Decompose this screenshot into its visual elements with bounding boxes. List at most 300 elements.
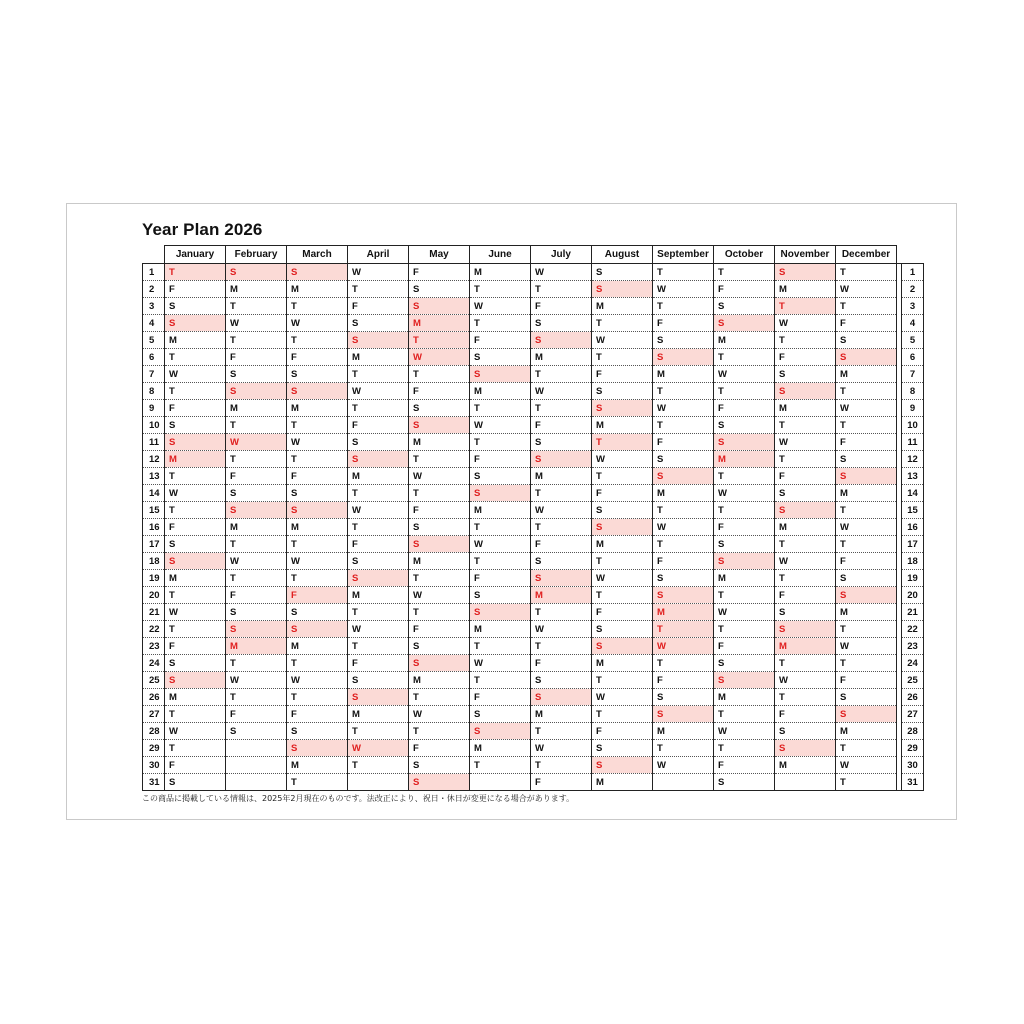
day-row: [143, 281, 924, 298]
day-number-right: 6: [902, 349, 924, 366]
weekday-cell-december: W: [836, 638, 897, 655]
weekday-cell-june: S: [470, 587, 531, 604]
weekday-cell-december: S: [836, 332, 897, 349]
weekday-cell-january: T: [165, 621, 226, 638]
weekday-cell-september: T: [653, 621, 714, 638]
weekday-cell-may: T: [409, 570, 470, 587]
weekday-cell-april: T: [348, 400, 409, 417]
weekday-cell-november: T: [775, 689, 836, 706]
weekday-cell-february: T: [226, 332, 287, 349]
day-number-left: 8: [143, 383, 165, 400]
weekday-cell-october: F: [714, 281, 775, 298]
weekday-cell-march: M: [287, 281, 348, 298]
weekday-cell-october: F: [714, 757, 775, 774]
weekday-cell-september: W: [653, 281, 714, 298]
weekday-cell-october: W: [714, 604, 775, 621]
weekday-cell-march: T: [287, 451, 348, 468]
weekday-cell-may: W: [409, 706, 470, 723]
day-number-right: 28: [902, 723, 924, 740]
weekday-cell-june: M: [470, 264, 531, 281]
weekday-cell-may: S: [409, 655, 470, 672]
weekday-cell-february: S: [226, 485, 287, 502]
weekday-cell-november: W: [775, 672, 836, 689]
day-number-left: 2: [143, 281, 165, 298]
month-header-august: August: [592, 246, 653, 264]
weekday-cell-december: S: [836, 451, 897, 468]
weekday-cell-august: M: [592, 298, 653, 315]
weekday-cell-june: S: [470, 604, 531, 621]
weekday-cell-december: T: [836, 621, 897, 638]
weekday-cell-march: S: [287, 264, 348, 281]
day-number-left: 16: [143, 519, 165, 536]
weekday-cell-november: T: [775, 332, 836, 349]
weekday-cell-february: T: [226, 298, 287, 315]
weekday-cell-july: S: [531, 570, 592, 587]
weekday-cell-june: M: [470, 383, 531, 400]
weekday-cell-october: M: [714, 689, 775, 706]
day-row: [143, 655, 924, 672]
weekday-cell-july: T: [531, 604, 592, 621]
day-number-left: 1: [143, 264, 165, 281]
weekday-cell-april: W: [348, 740, 409, 757]
weekday-cell-october: T: [714, 468, 775, 485]
day-number-right: 7: [902, 366, 924, 383]
day-row: [143, 298, 924, 315]
weekday-cell-march: S: [287, 604, 348, 621]
day-number-right: 26: [902, 689, 924, 706]
weekday-cell-september: [653, 774, 714, 791]
weekday-cell-september: W: [653, 638, 714, 655]
weekday-cell-january: S: [165, 774, 226, 791]
weekday-cell-december: F: [836, 672, 897, 689]
weekday-cell-august: T: [592, 349, 653, 366]
weekday-cell-september: T: [653, 264, 714, 281]
weekday-cell-april: S: [348, 332, 409, 349]
weekday-cell-december: S: [836, 570, 897, 587]
day-number-left: 4: [143, 315, 165, 332]
weekday-cell-april: S: [348, 451, 409, 468]
weekday-cell-june: T: [470, 672, 531, 689]
weekday-cell-february: M: [226, 519, 287, 536]
weekday-cell-february: [226, 740, 287, 757]
day-number-left: 23: [143, 638, 165, 655]
weekday-cell-july: S: [531, 451, 592, 468]
weekday-cell-june: [470, 774, 531, 791]
weekday-cell-august: T: [592, 315, 653, 332]
weekday-cell-november: S: [775, 723, 836, 740]
weekday-cell-may: T: [409, 689, 470, 706]
day-number-left: 25: [143, 672, 165, 689]
weekday-cell-november: [775, 774, 836, 791]
weekday-cell-july: T: [531, 400, 592, 417]
day-number-left: 29: [143, 740, 165, 757]
weekday-cell-december: S: [836, 689, 897, 706]
weekday-cell-august: W: [592, 332, 653, 349]
month-header-june: June: [470, 246, 531, 264]
day-row: [143, 315, 924, 332]
day-number-left: 14: [143, 485, 165, 502]
day-row: [143, 400, 924, 417]
weekday-cell-july: W: [531, 502, 592, 519]
weekday-cell-december: W: [836, 519, 897, 536]
day-row: [143, 672, 924, 689]
weekday-cell-march: T: [287, 536, 348, 553]
weekday-cell-july: W: [531, 740, 592, 757]
weekday-cell-july: S: [531, 332, 592, 349]
weekday-cell-june: M: [470, 740, 531, 757]
weekday-cell-january: T: [165, 706, 226, 723]
weekday-cell-october: S: [714, 774, 775, 791]
weekday-cell-december: S: [836, 587, 897, 604]
month-header-may: May: [409, 246, 470, 264]
weekday-cell-september: F: [653, 315, 714, 332]
weekday-cell-may: S: [409, 519, 470, 536]
weekday-cell-may: M: [409, 315, 470, 332]
weekday-cell-may: S: [409, 400, 470, 417]
weekday-cell-april: T: [348, 281, 409, 298]
day-row: [143, 757, 924, 774]
weekday-cell-december: W: [836, 757, 897, 774]
weekday-cell-november: F: [775, 706, 836, 723]
weekday-cell-october: S: [714, 434, 775, 451]
weekday-cell-january: S: [165, 434, 226, 451]
weekday-cell-june: S: [470, 366, 531, 383]
weekday-cell-december: M: [836, 604, 897, 621]
weekday-cell-september: T: [653, 536, 714, 553]
weekday-cell-march: T: [287, 332, 348, 349]
weekday-cell-november: T: [775, 536, 836, 553]
weekday-cell-may: F: [409, 502, 470, 519]
weekday-cell-august: S: [592, 519, 653, 536]
weekday-cell-august: M: [592, 655, 653, 672]
weekday-cell-june: W: [470, 536, 531, 553]
day-number-right: 24: [902, 655, 924, 672]
weekday-cell-december: T: [836, 536, 897, 553]
weekday-cell-july: F: [531, 655, 592, 672]
weekday-cell-june: T: [470, 400, 531, 417]
weekday-cell-november: W: [775, 553, 836, 570]
weekday-cell-february: T: [226, 417, 287, 434]
weekday-cell-june: T: [470, 315, 531, 332]
weekday-cell-july: T: [531, 757, 592, 774]
day-row: [143, 417, 924, 434]
weekday-cell-march: F: [287, 468, 348, 485]
weekday-cell-december: T: [836, 655, 897, 672]
day-number-left: 15: [143, 502, 165, 519]
day-row: [143, 485, 924, 502]
weekday-cell-june: W: [470, 298, 531, 315]
weekday-cell-december: F: [836, 434, 897, 451]
weekday-cell-march: W: [287, 553, 348, 570]
weekday-cell-october: S: [714, 672, 775, 689]
weekday-cell-april: S: [348, 315, 409, 332]
weekday-cell-august: F: [592, 604, 653, 621]
day-number-right: 22: [902, 621, 924, 638]
day-row: [143, 434, 924, 451]
weekday-cell-august: F: [592, 366, 653, 383]
weekday-cell-june: F: [470, 689, 531, 706]
weekday-cell-august: S: [592, 281, 653, 298]
weekday-cell-september: W: [653, 757, 714, 774]
weekday-cell-june: T: [470, 519, 531, 536]
weekday-cell-january: F: [165, 757, 226, 774]
year-plan-table: [142, 245, 924, 791]
weekday-cell-june: T: [470, 757, 531, 774]
weekday-cell-august: W: [592, 451, 653, 468]
month-header-july: July: [531, 246, 592, 264]
weekday-cell-may: S: [409, 774, 470, 791]
weekday-cell-july: T: [531, 638, 592, 655]
weekday-cell-february: M: [226, 281, 287, 298]
weekday-cell-august: T: [592, 553, 653, 570]
weekday-cell-january: S: [165, 672, 226, 689]
weekday-cell-may: F: [409, 383, 470, 400]
weekday-cell-july: T: [531, 366, 592, 383]
weekday-cell-may: T: [409, 332, 470, 349]
day-row: [143, 723, 924, 740]
weekday-cell-june: T: [470, 434, 531, 451]
day-row: [143, 604, 924, 621]
weekday-cell-october: F: [714, 638, 775, 655]
weekday-cell-september: S: [653, 587, 714, 604]
weekday-cell-august: T: [592, 434, 653, 451]
weekday-cell-july: W: [531, 621, 592, 638]
weekday-cell-june: S: [470, 468, 531, 485]
weekday-cell-january: S: [165, 553, 226, 570]
weekday-cell-august: M: [592, 536, 653, 553]
weekday-cell-august: W: [592, 570, 653, 587]
weekday-cell-september: F: [653, 672, 714, 689]
weekday-cell-may: W: [409, 468, 470, 485]
weekday-cell-september: S: [653, 451, 714, 468]
weekday-cell-october: S: [714, 553, 775, 570]
weekday-cell-october: T: [714, 587, 775, 604]
weekday-cell-june: W: [470, 417, 531, 434]
weekday-cell-october: T: [714, 349, 775, 366]
month-header-row: [143, 246, 924, 264]
weekday-cell-may: M: [409, 553, 470, 570]
weekday-cell-september: S: [653, 706, 714, 723]
weekday-cell-august: S: [592, 621, 653, 638]
weekday-cell-november: W: [775, 315, 836, 332]
weekday-cell-january: T: [165, 383, 226, 400]
day-row: [143, 519, 924, 536]
weekday-cell-february: S: [226, 383, 287, 400]
day-number-right: 4: [902, 315, 924, 332]
weekday-cell-october: T: [714, 706, 775, 723]
weekday-cell-september: T: [653, 417, 714, 434]
footnote: この商品に掲載している情報は、2025年2月現在のものです。法改正により、祝日・休日が変更になる場合があります。: [142, 794, 575, 803]
weekday-cell-january: S: [165, 315, 226, 332]
weekday-cell-january: M: [165, 451, 226, 468]
day-number-right: 16: [902, 519, 924, 536]
weekday-cell-march: W: [287, 434, 348, 451]
weekday-cell-october: W: [714, 485, 775, 502]
weekday-cell-october: F: [714, 519, 775, 536]
weekday-cell-may: S: [409, 298, 470, 315]
day-number-left: 3: [143, 298, 165, 315]
day-number-right: 3: [902, 298, 924, 315]
weekday-cell-september: T: [653, 655, 714, 672]
day-number-right: 10: [902, 417, 924, 434]
weekday-cell-october: S: [714, 315, 775, 332]
day-number-left: 26: [143, 689, 165, 706]
weekday-cell-june: F: [470, 332, 531, 349]
weekday-cell-january: T: [165, 502, 226, 519]
weekday-cell-december: T: [836, 417, 897, 434]
weekday-cell-january: S: [165, 417, 226, 434]
day-row: [143, 587, 924, 604]
day-number-right: 5: [902, 332, 924, 349]
weekday-cell-april: T: [348, 485, 409, 502]
weekday-cell-july: W: [531, 264, 592, 281]
weekday-cell-april: T: [348, 723, 409, 740]
weekday-cell-may: M: [409, 672, 470, 689]
day-number-right: 13: [902, 468, 924, 485]
weekday-cell-february: S: [226, 502, 287, 519]
day-number-left: 24: [143, 655, 165, 672]
weekday-cell-january: T: [165, 264, 226, 281]
weekday-cell-june: S: [470, 723, 531, 740]
day-number-right: 2: [902, 281, 924, 298]
day-number-right: 12: [902, 451, 924, 468]
weekday-cell-october: W: [714, 723, 775, 740]
day-row: [143, 706, 924, 723]
day-number-left: 12: [143, 451, 165, 468]
weekday-cell-january: F: [165, 400, 226, 417]
weekday-cell-march: T: [287, 774, 348, 791]
header-corner: [143, 246, 165, 264]
day-number-left: 22: [143, 621, 165, 638]
month-header-october: October: [714, 246, 775, 264]
weekday-cell-october: T: [714, 740, 775, 757]
weekday-cell-october: T: [714, 264, 775, 281]
weekday-cell-march: S: [287, 383, 348, 400]
day-number-right: 23: [902, 638, 924, 655]
weekday-cell-september: M: [653, 366, 714, 383]
weekday-cell-may: T: [409, 485, 470, 502]
weekday-cell-september: M: [653, 723, 714, 740]
weekday-cell-october: W: [714, 366, 775, 383]
day-row: [143, 553, 924, 570]
day-number-right: 29: [902, 740, 924, 757]
weekday-cell-october: F: [714, 400, 775, 417]
weekday-cell-february: S: [226, 723, 287, 740]
weekday-cell-april: S: [348, 553, 409, 570]
weekday-cell-november: M: [775, 400, 836, 417]
weekday-cell-august: T: [592, 706, 653, 723]
day-row: [143, 536, 924, 553]
day-number-left: 30: [143, 757, 165, 774]
weekday-cell-july: S: [531, 315, 592, 332]
day-number-left: 21: [143, 604, 165, 621]
weekday-cell-june: M: [470, 621, 531, 638]
weekday-cell-january: S: [165, 655, 226, 672]
weekday-cell-march: F: [287, 349, 348, 366]
weekday-cell-december: S: [836, 706, 897, 723]
weekday-cell-september: S: [653, 468, 714, 485]
weekday-cell-may: T: [409, 723, 470, 740]
weekday-cell-february: M: [226, 638, 287, 655]
weekday-cell-july: T: [531, 723, 592, 740]
weekday-cell-september: T: [653, 502, 714, 519]
weekday-cell-october: M: [714, 570, 775, 587]
day-number-left: 19: [143, 570, 165, 587]
weekday-cell-september: F: [653, 434, 714, 451]
weekday-cell-december: T: [836, 774, 897, 791]
weekday-cell-december: M: [836, 485, 897, 502]
weekday-cell-may: S: [409, 417, 470, 434]
weekday-cell-november: S: [775, 485, 836, 502]
day-row: [143, 621, 924, 638]
weekday-cell-march: F: [287, 706, 348, 723]
weekday-cell-november: T: [775, 655, 836, 672]
month-header-january: January: [165, 246, 226, 264]
weekday-cell-march: S: [287, 621, 348, 638]
day-number-right: 1: [902, 264, 924, 281]
weekday-cell-december: M: [836, 723, 897, 740]
weekday-cell-january: T: [165, 740, 226, 757]
month-header-december: December: [836, 246, 897, 264]
day-number-right: 21: [902, 604, 924, 621]
weekday-cell-february: F: [226, 468, 287, 485]
weekday-cell-april: T: [348, 366, 409, 383]
weekday-cell-february: T: [226, 655, 287, 672]
weekday-cell-november: F: [775, 587, 836, 604]
weekday-cell-december: T: [836, 502, 897, 519]
weekday-cell-march: S: [287, 485, 348, 502]
weekday-cell-december: T: [836, 740, 897, 757]
weekday-cell-january: M: [165, 689, 226, 706]
weekday-cell-may: W: [409, 349, 470, 366]
weekday-cell-march: T: [287, 417, 348, 434]
day-number-right: 18: [902, 553, 924, 570]
weekday-cell-january: T: [165, 468, 226, 485]
weekday-cell-april: W: [348, 383, 409, 400]
header-corner-right: [902, 246, 924, 264]
day-row: [143, 468, 924, 485]
month-header-november: November: [775, 246, 836, 264]
weekday-cell-april: W: [348, 264, 409, 281]
weekday-cell-july: M: [531, 349, 592, 366]
day-number-left: 28: [143, 723, 165, 740]
weekday-cell-november: T: [775, 451, 836, 468]
weekday-cell-october: T: [714, 383, 775, 400]
weekday-cell-april: T: [348, 604, 409, 621]
weekday-cell-september: W: [653, 400, 714, 417]
day-row: [143, 570, 924, 587]
weekday-cell-december: F: [836, 315, 897, 332]
weekday-cell-august: S: [592, 638, 653, 655]
weekday-cell-december: W: [836, 400, 897, 417]
weekday-cell-july: M: [531, 468, 592, 485]
weekday-cell-october: S: [714, 655, 775, 672]
weekday-cell-september: T: [653, 383, 714, 400]
weekday-cell-june: T: [470, 638, 531, 655]
weekday-cell-february: F: [226, 349, 287, 366]
weekday-cell-november: M: [775, 757, 836, 774]
weekday-cell-september: M: [653, 604, 714, 621]
weekday-cell-october: S: [714, 536, 775, 553]
weekday-cell-march: S: [287, 740, 348, 757]
weekday-cell-march: T: [287, 655, 348, 672]
weekday-cell-august: T: [592, 672, 653, 689]
weekday-cell-may: T: [409, 604, 470, 621]
weekday-cell-november: S: [775, 366, 836, 383]
weekday-cell-march: S: [287, 502, 348, 519]
weekday-cell-september: S: [653, 349, 714, 366]
weekday-cell-april: S: [348, 570, 409, 587]
